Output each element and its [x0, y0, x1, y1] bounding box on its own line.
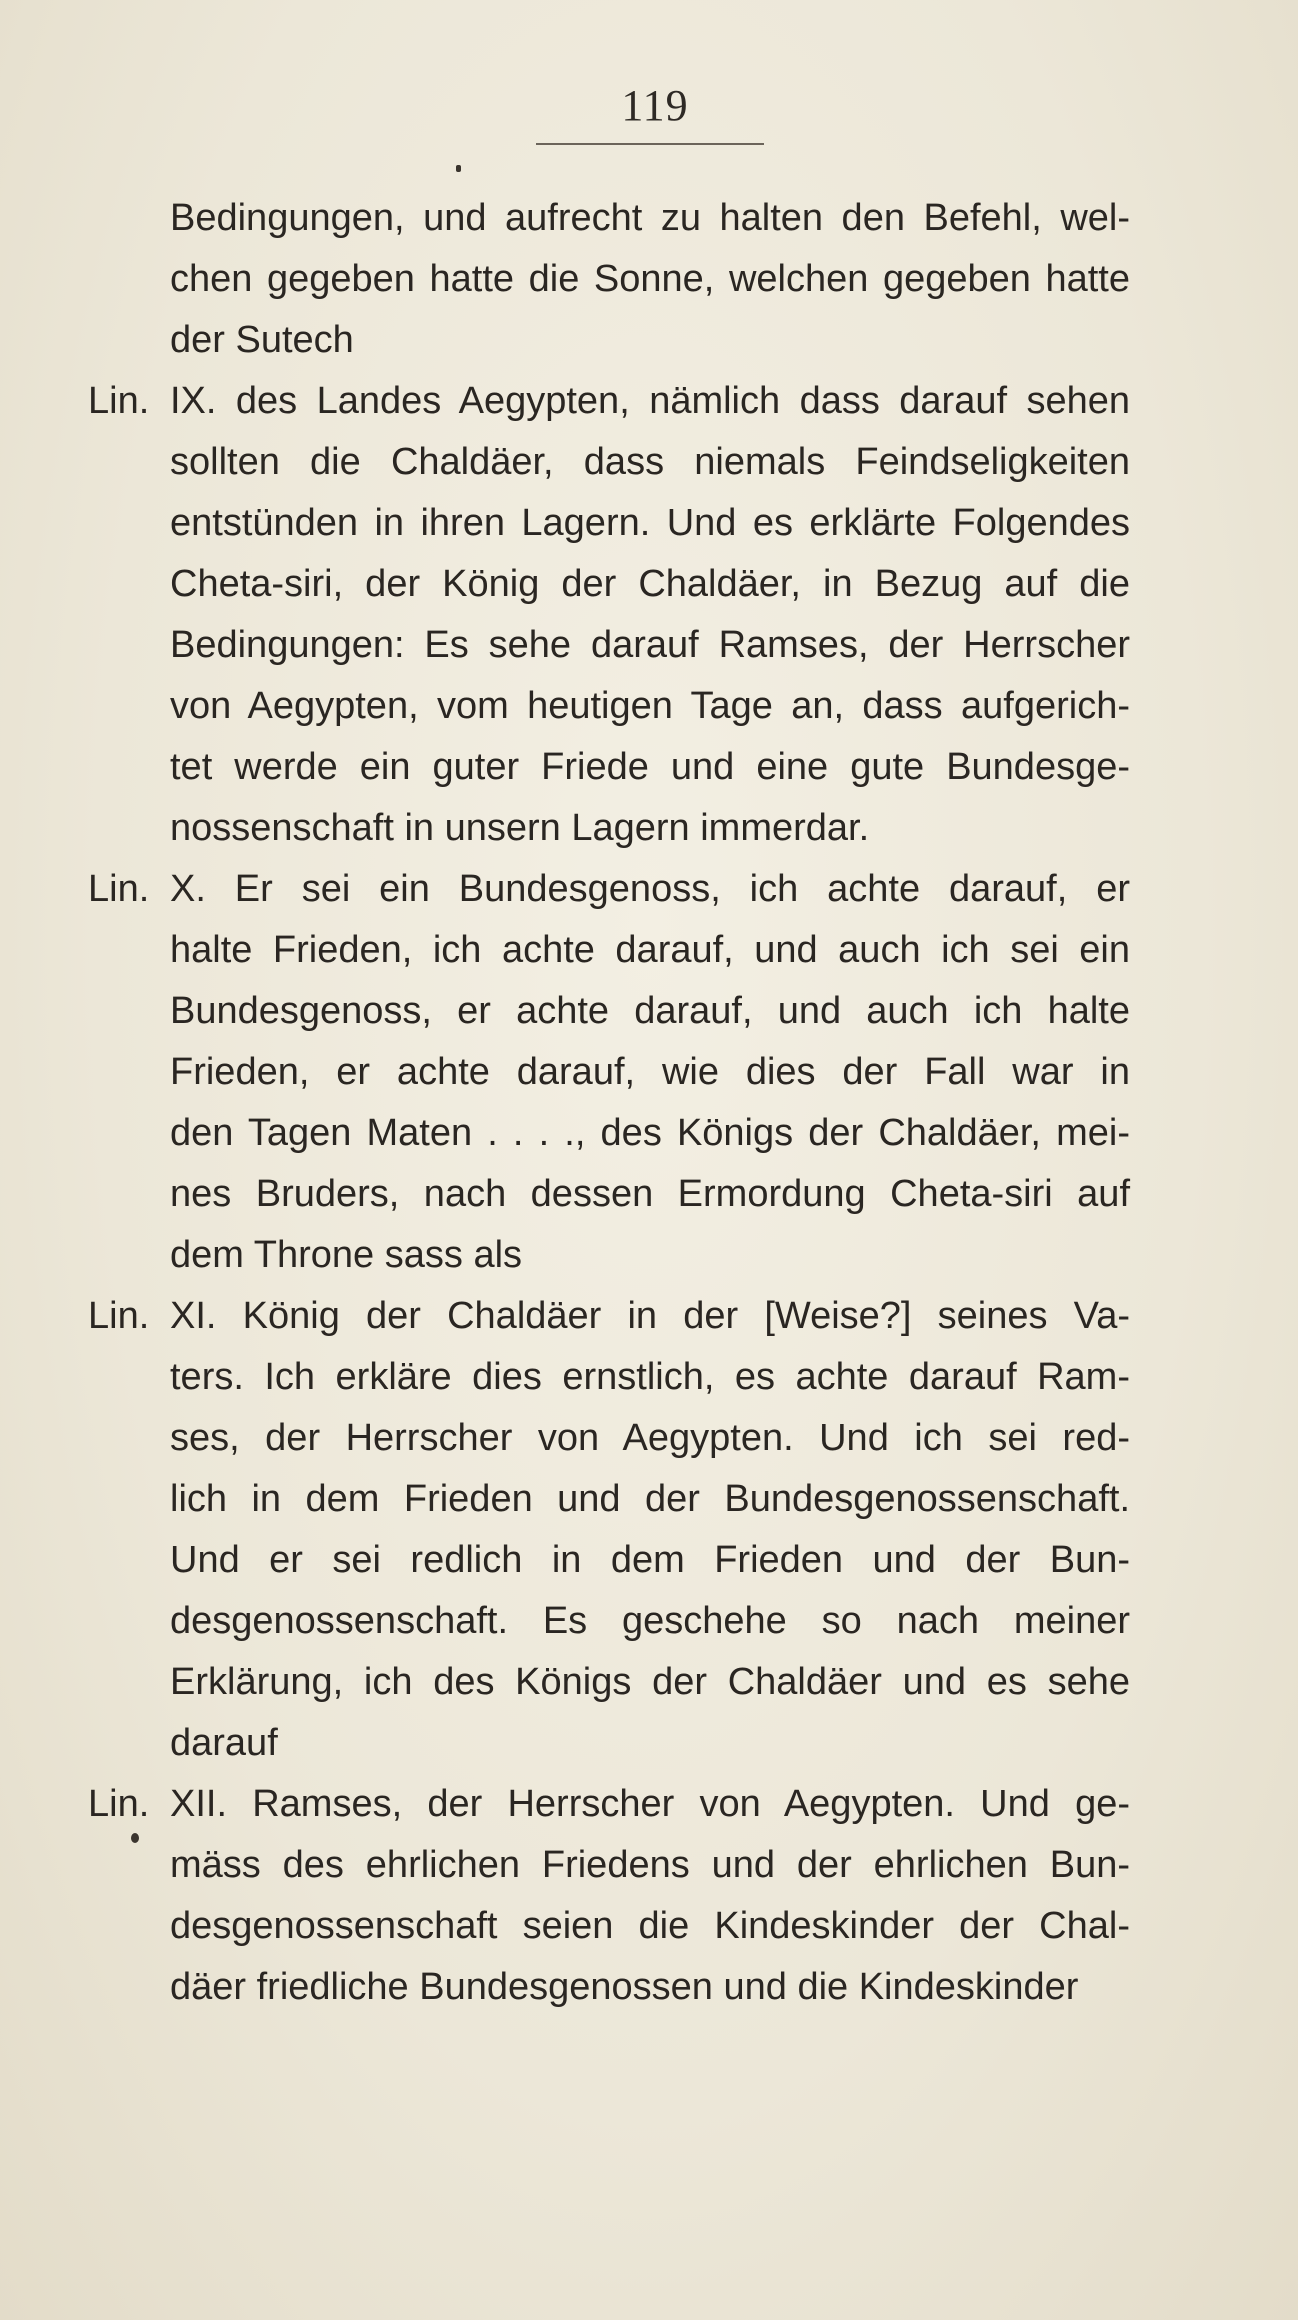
line-marker-label: Lin. [88, 380, 150, 422]
ink-speck [456, 165, 461, 172]
line-marker-label: Lin. [88, 868, 150, 910]
text-line: ses, der Herrscher von Aegypten. Und ich sei red- [170, 1417, 1130, 1459]
text-line: nossenschaft in unsern Lagern immerdar. [170, 807, 870, 849]
text-line: desgenossenschaft seien die Kindeskinder der Chal- [170, 1905, 1130, 1947]
text-line: IX. des Landes Aegypten, nämlich dass darauf sehen [170, 380, 1130, 422]
text-line: sollten die Chaldäer, dass niemals Feindseligkeiten [170, 441, 1130, 483]
text-line: desgenossenschaft. Es geschehe so nach meiner [170, 1600, 1130, 1642]
text-line: dem Throne sass als [170, 1234, 523, 1276]
line-marker-label: Lin. [88, 1295, 150, 1337]
text-line: entstünden in ihren Lagern. Und es erklärte Folgendes [170, 502, 1130, 544]
text-line: XII. Ramses, der Herrscher von Aegypten. Und ge- [170, 1783, 1130, 1825]
text-line: von Aegypten, vom heutigen Tage an, dass aufgerich- [170, 685, 1130, 727]
text-line: chen gegeben hatte die Sonne, welchen gegeben hatte [170, 258, 1130, 300]
text-line: Erklärung, ich des Königs der Chaldäer und es sehe [170, 1661, 1130, 1703]
line-marker-label: Lin. [88, 1783, 150, 1825]
text-line: mäss des ehrlichen Friedens und der ehrlichen Bun- [170, 1844, 1130, 1886]
text-line: den Tagen Maten . . . ., des Königs der Chaldäer, mei- [170, 1112, 1130, 1154]
text-line: der Sutech [170, 319, 354, 361]
text-line: X. Er sei ein Bundesgenoss, ich achte darauf, er [170, 868, 1130, 910]
ink-speck [131, 1833, 139, 1843]
text-line: lich in dem Frieden und der Bundesgenossenschaft. [170, 1478, 1130, 1520]
text-line: XI. König der Chaldäer in der [Weise?] seines Va- [170, 1295, 1130, 1337]
text-line: halte Frieden, ich achte darauf, und auch ich sei ein [170, 929, 1130, 971]
text-line: Bedingungen, und aufrecht zu halten den Befehl, wel- [170, 197, 1130, 239]
page-number: 119 [621, 81, 689, 130]
text-line: Cheta-siri, der König der Chaldäer, in Bezug auf die [170, 563, 1130, 605]
text-line: Und er sei redlich in dem Frieden und der Bun- [170, 1539, 1130, 1581]
text-line: darauf [170, 1722, 278, 1764]
header-rule [536, 143, 764, 145]
text-line: Frieden, er achte darauf, wie dies der Fall war in [170, 1051, 1130, 1093]
text-line: Bundesgenoss, er achte darauf, und auch ich halte [170, 990, 1130, 1032]
text-line: tet werde ein guter Friede und eine gute Bundesge- [170, 746, 1130, 788]
text-line: ters. Ich erkläre dies ernstlich, es achte darauf Ram- [170, 1356, 1130, 1398]
text-line: Bedingungen: Es sehe darauf Ramses, der Herrscher [170, 624, 1130, 666]
text-line: däer friedliche Bundesgenossen und die Kindeskinder [170, 1966, 1079, 2008]
text-line: nes Bruders, nach dessen Ermordung Cheta-siri auf [170, 1173, 1130, 1215]
